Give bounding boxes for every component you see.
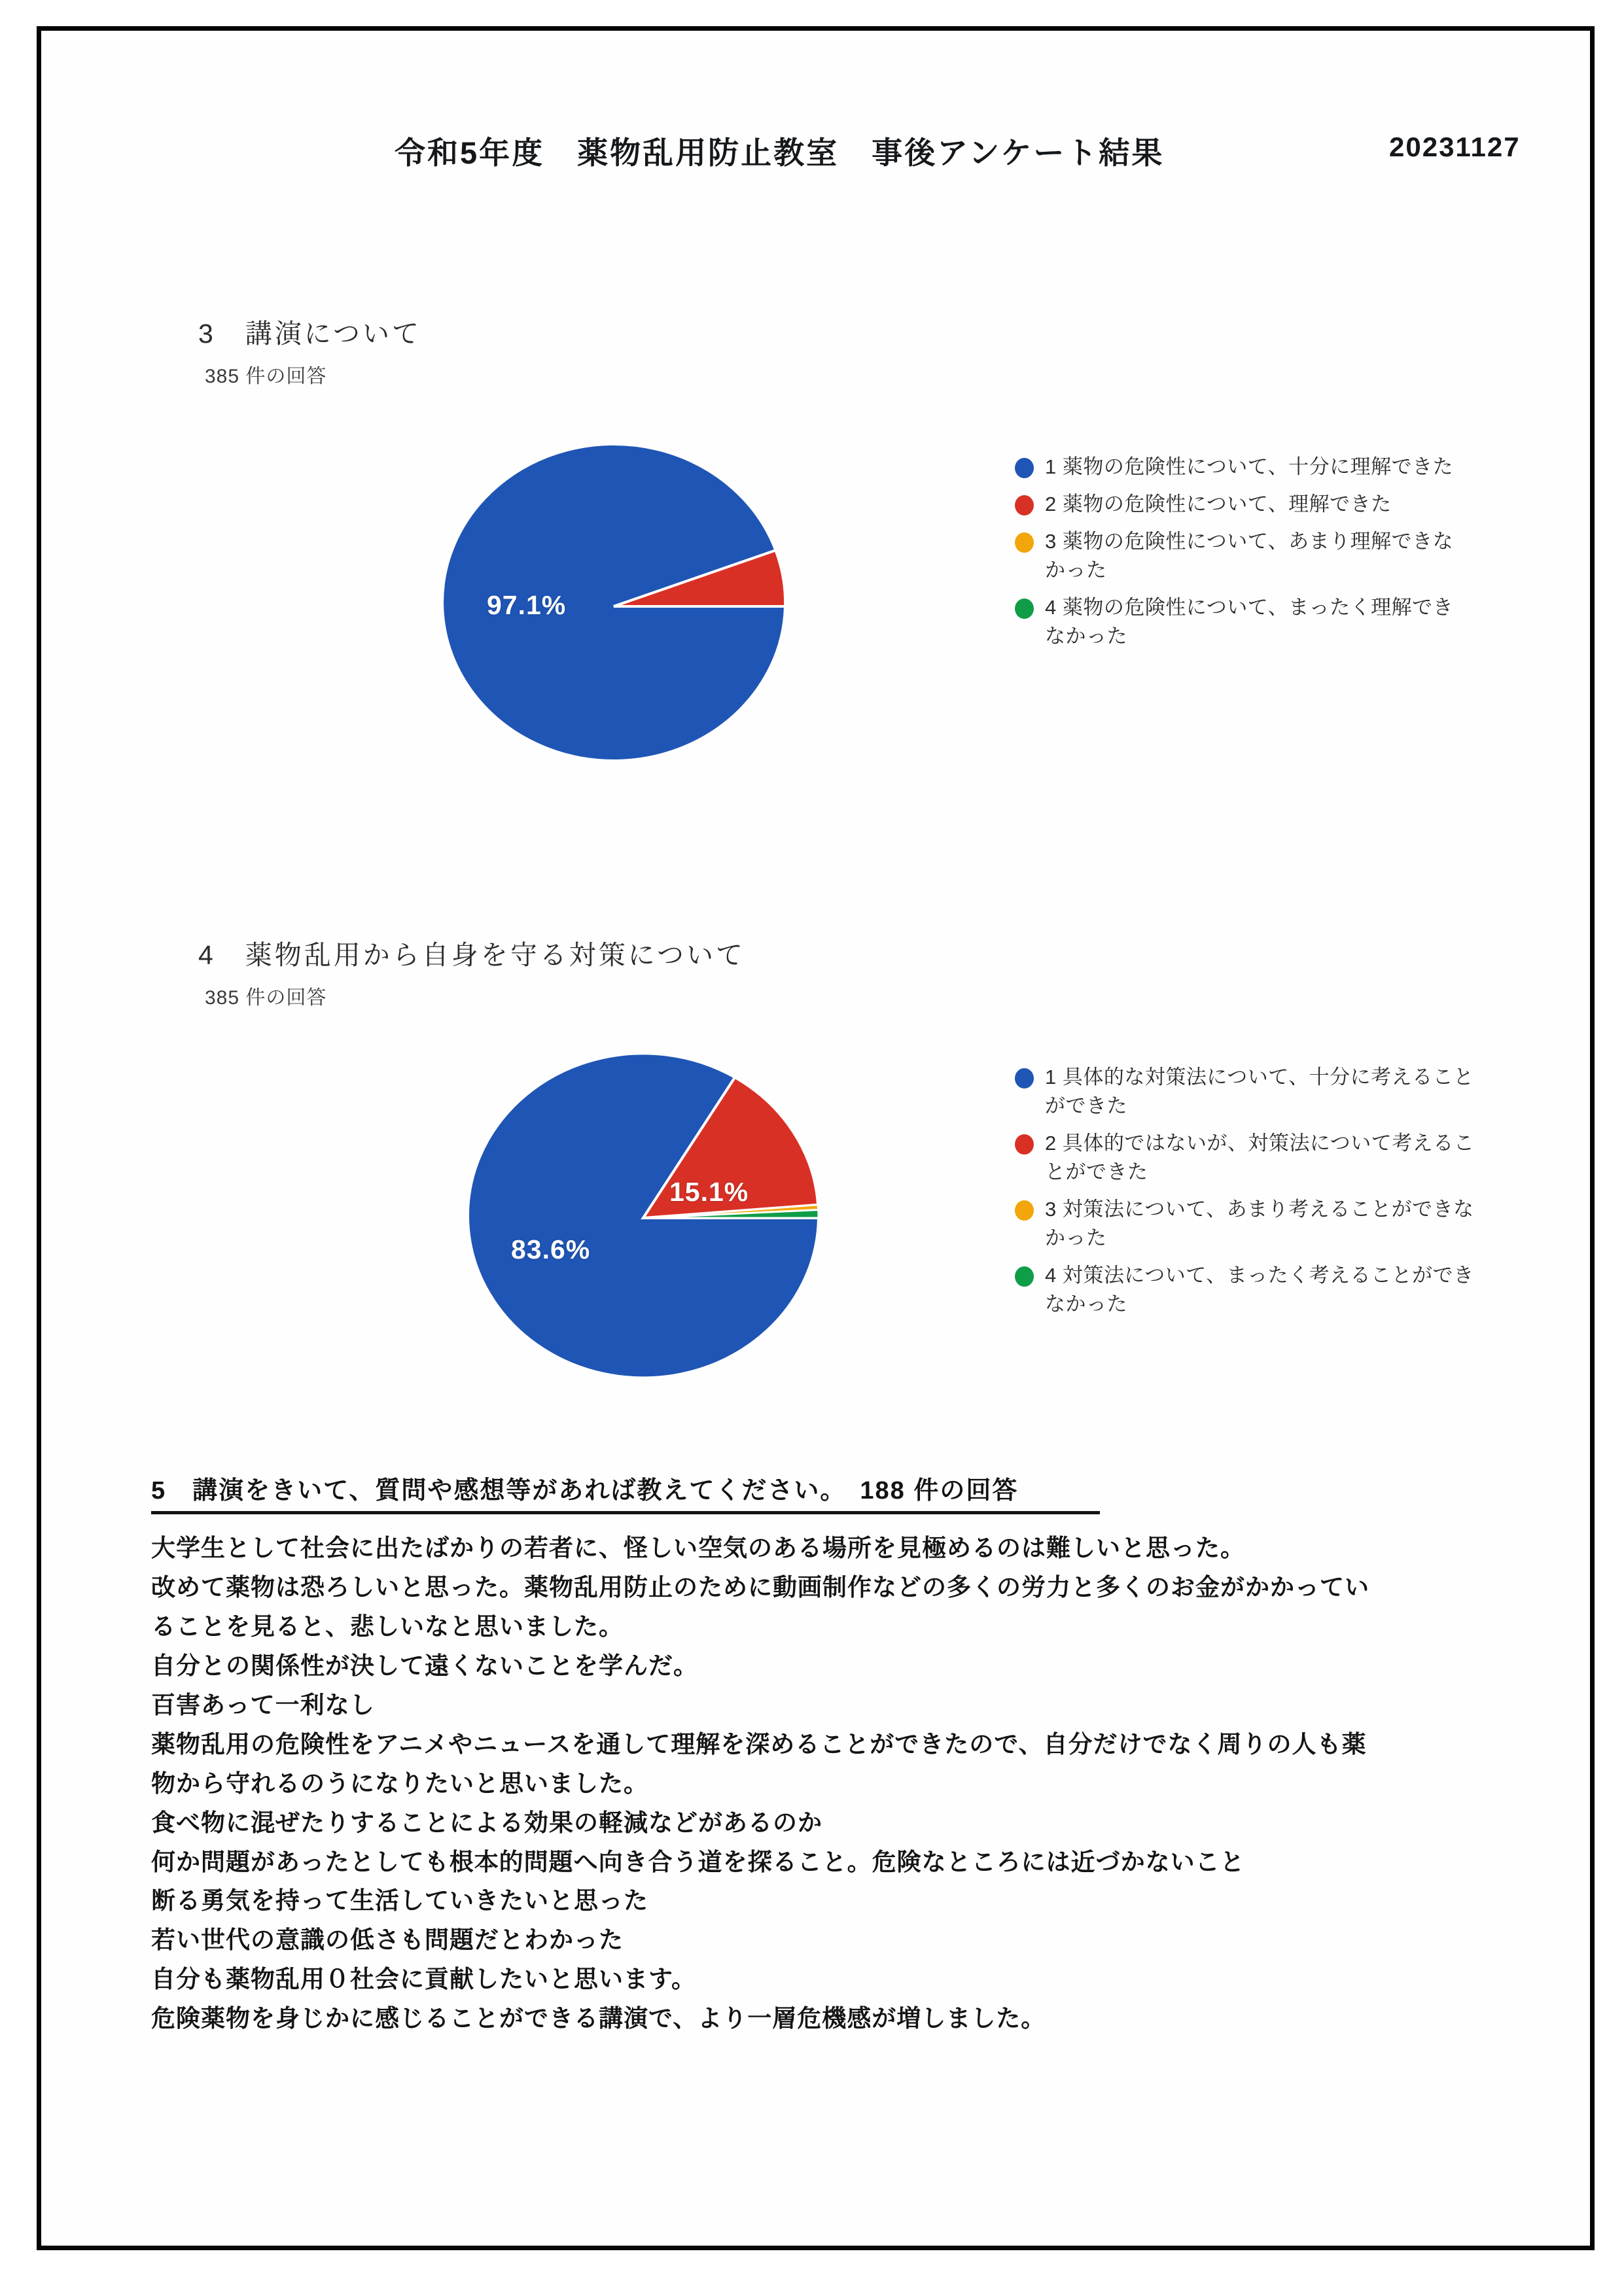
pie-chart-q4-svg (427, 1032, 859, 1404)
comment-line: 自分も薬物乱用０社会に貢献したいと思います。 (151, 1966, 697, 1993)
pie-chart-q4 (427, 1032, 859, 1404)
legend-label-q3-2: 2 薬物の危険性について、理解できた (1045, 493, 1392, 516)
comment-line: 何か問題があったとしても根本的問題へ向き合う道を探ること。危険なところには近づかないこと (151, 1848, 1245, 1875)
legend-color-dot-red-icon (1015, 1134, 1034, 1155)
legend-item-q4-3[interactable] (1015, 1195, 1479, 1253)
legend-q4 (1015, 1063, 1479, 1327)
legend-color-dot-orange-icon (1015, 532, 1034, 553)
question-3-response-count: 385 件の回答 (205, 366, 327, 387)
pie-label-q4-red: 15.1% (669, 1177, 749, 1207)
comment-line: 若い世代の意識の低さも問題だとわかった (151, 1926, 624, 1954)
pie-chart-q3-svg (404, 423, 823, 790)
legend-label-q4-3: 3 対策法について、あまり考えることができなかった (1045, 1198, 1474, 1250)
question-3-block (198, 312, 421, 389)
legend-label-q4-4: 4 対策法について、まったく考えることができなかった (1045, 1264, 1474, 1316)
legend-color-dot-red-icon (1015, 495, 1034, 515)
legend-item-q4-1[interactable] (1015, 1063, 1479, 1121)
comment-line: 物から守れるのうになりたいと思いました。 (151, 1769, 648, 1797)
comment-line: 改めて薬物は恐ろしいと思った。薬物乱用防止のために動画制作などの多くの労力と多くのお金がかかってい (151, 1573, 1369, 1601)
pie-label-q3-blue: 97.1% (487, 590, 567, 620)
pie-label-q4-blue: 83.6% (511, 1234, 591, 1264)
legend-item-q3-4[interactable] (1015, 593, 1473, 651)
legend-label-q3-1: 1 薬物の危険性について、十分に理解できた (1045, 455, 1454, 478)
comment-line: ることを見ると、悲しいなと思いました。 (151, 1612, 624, 1640)
comment-line: 食べ物に混ぜたりすることによる効果の軽減などがあるのか (151, 1809, 822, 1836)
question-5-comments-block (151, 1470, 1545, 2038)
legend-color-dot-green-icon (1015, 1266, 1034, 1287)
legend-item-q3-2[interactable] (1015, 490, 1473, 519)
legend-item-q4-4[interactable] (1015, 1261, 1479, 1319)
question-4-response-count: 385 件の回答 (205, 987, 327, 1009)
legend-label-q4-2: 2 具体的ではないが、対策法について考えることができた (1045, 1132, 1475, 1184)
legend-item-q3-1[interactable] (1015, 453, 1473, 481)
legend-item-q4-2[interactable] (1015, 1129, 1479, 1187)
legend-color-dot-orange-icon (1015, 1200, 1034, 1221)
legend-label-q4-1: 1 具体的な対策法について、十分に考えることができた (1045, 1066, 1474, 1118)
legend-item-q3-3[interactable] (1015, 527, 1473, 585)
question-3-heading: 3 講演について (198, 319, 421, 349)
question-4-heading: 4 薬物乱用から自身を守る対策について (198, 940, 745, 970)
pie-chart-q3 (404, 423, 823, 790)
legend-color-dot-green-icon (1015, 599, 1034, 619)
comment-line: 薬物乱用の危険性をアニメやニュースを通して理解を深めることができたので、自分だけでなく周りの人も薬 (151, 1730, 1367, 1758)
legend-label-q3-4: 4 薬物の危険性について、まったく理解できなかった (1045, 596, 1454, 648)
question-5-heading: 5 講演をきいて、質問や感想等があれば教えてください。 188 件の回答 (151, 1470, 1018, 1514)
document-header (41, 129, 1590, 181)
legend-color-dot-blue-icon (1015, 1068, 1034, 1088)
comment-line: 大学生として社会に出たばかりの若者に、怪しい空気のある場所を見極めるのは難しいと思った。 (151, 1535, 1245, 1561)
document-date: 20231127 (1389, 131, 1521, 162)
comment-line: 自分との関係性が決して遠くないことを学んだ。 (151, 1652, 698, 1679)
page-border-frame (37, 26, 1595, 2250)
page-title: 令和5年度 薬物乱用防止教室 事後アンケート結果 (395, 135, 1165, 170)
comment-list (151, 1529, 1545, 2038)
comment-line: 断る勇気を持って生活していきたいと思った (151, 1887, 648, 1915)
legend-q3 (1015, 453, 1473, 659)
comment-line: 危険薬物を身じかに感じることができる講演で、より一層危機感が増しました。 (151, 2005, 1046, 2032)
legend-color-dot-blue-icon (1015, 458, 1034, 478)
question-4-block (198, 933, 745, 1010)
legend-label-q3-3: 3 薬物の危険性について、あまり理解できなかった (1045, 530, 1454, 582)
comment-line: 百害あって一利なし (151, 1691, 375, 1718)
